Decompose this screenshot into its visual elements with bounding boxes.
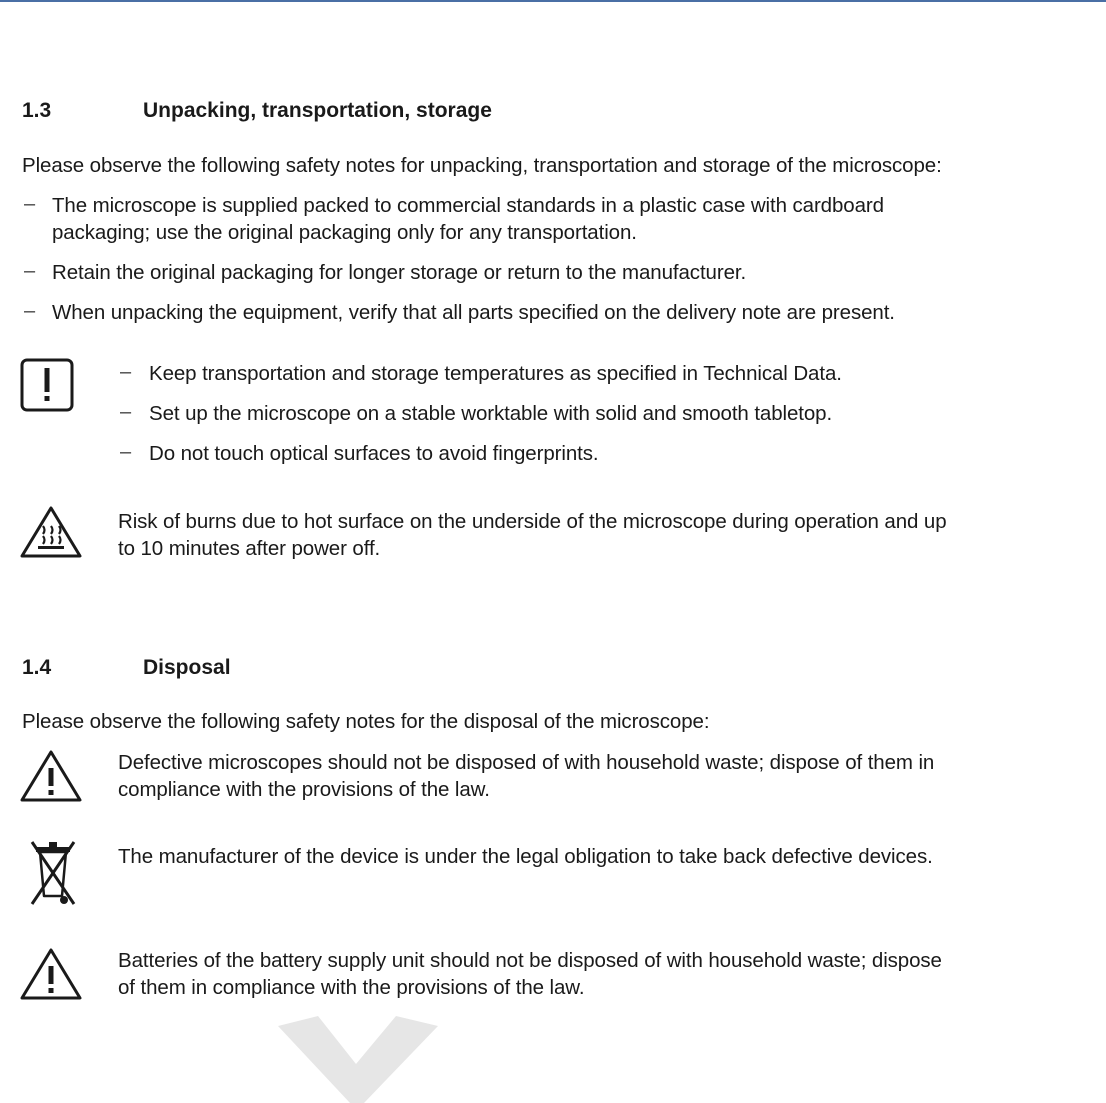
bullet-dash: – — [24, 193, 36, 215]
bullet-1-line-1: The microscope is supplied packed to commercial standards in a plastic case with cardboard — [52, 194, 884, 217]
disposal-note-3-line-1: Batteries of the battery supply unit should not be disposed of with household waste; dispose — [118, 949, 942, 972]
section-1-3-intro: Please observe the following safety notes for unpacking, transportation and storage of the microscope: — [22, 154, 942, 177]
disposal-note-1-line-2: compliance with the provisions of the law. — [118, 778, 490, 801]
warning-triangle-icon — [18, 946, 84, 1002]
exclamation-box-icon — [20, 358, 74, 412]
top-rule — [0, 0, 1106, 2]
section-number-1-3: 1.3 — [22, 99, 52, 122]
bullet-2: Retain the original packaging for longer storage or return to the manufacturer. — [52, 261, 747, 284]
bullet-dash: – — [24, 300, 36, 322]
hot-surface-warning-icon — [18, 504, 84, 560]
bullet-3: When unpacking the equipment, verify that all parts specified on the delivery note are present. — [52, 301, 895, 324]
watermark-chevron — [278, 1016, 438, 1103]
section-title-1-3: Unpacking, transportation, storage — [143, 99, 492, 122]
disposal-note-2: The manufacturer of the device is under the legal obligation to take back defective devices. — [118, 845, 933, 868]
hot-surface-text-line-1: Risk of burns due to hot surface on the underside of the microscope during operation and up — [118, 510, 947, 533]
notice-item-3: Do not touch optical surfaces to avoid fingerprints. — [149, 442, 599, 465]
bullet-1-line-2: packaging; use the original packaging only for any transportation. — [52, 221, 637, 244]
section-title-1-4: Disposal — [143, 656, 231, 679]
bullet-dash: – — [24, 260, 36, 282]
warning-triangle-icon — [18, 748, 84, 804]
bullet-dash: – — [120, 401, 132, 423]
section-number-1-4: 1.4 — [22, 656, 52, 679]
section-1-4-intro: Please observe the following safety notes for the disposal of the microscope: — [22, 710, 710, 733]
disposal-note-1-line-1: Defective microscopes should not be disposed of with household waste; dispose of them in — [118, 751, 935, 774]
notice-item-2: Set up the microscope on a stable worktable with solid and smooth tabletop. — [149, 402, 833, 425]
hot-surface-text-line-2: to 10 minutes after power off. — [118, 537, 381, 560]
notice-item-1: Keep transportation and storage temperatures as specified in Technical Data. — [149, 362, 842, 385]
bullet-dash: – — [120, 441, 132, 463]
disposal-note-3-line-2: of them in compliance with the provisions of the law. — [118, 976, 585, 999]
crossed-bin-icon — [26, 838, 80, 908]
bullet-dash: – — [120, 361, 132, 383]
